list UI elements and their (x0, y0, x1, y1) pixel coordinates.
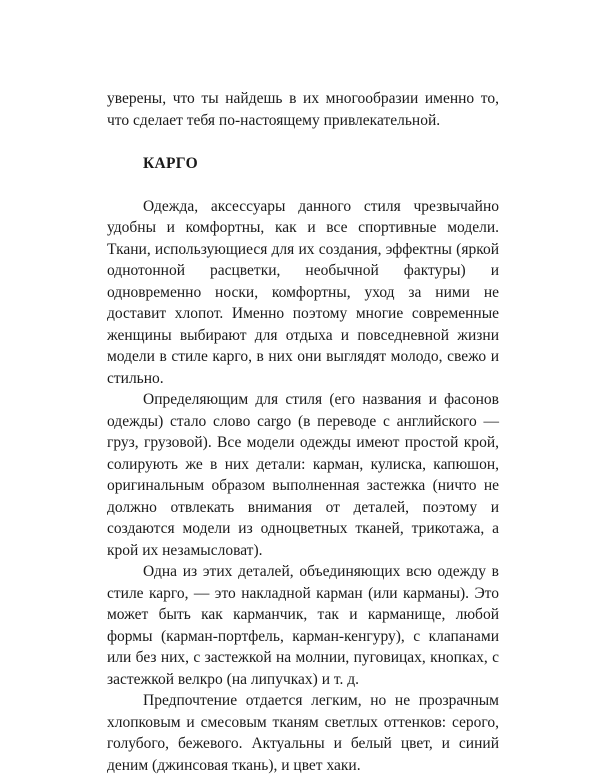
text-line: стильно. (107, 368, 499, 390)
text-line: оригинальным образом выполненная застежка (ничто не (107, 475, 499, 497)
paragraph-4 (107, 690, 499, 776)
intro-paragraph (107, 88, 499, 131)
text-line: или без них, с застежкой на молнии, пуговицах, кнопках, с (107, 647, 499, 669)
text-line: женщины выбирают для отдыха и повседневной жизни (107, 325, 499, 347)
text-line: застежкой велкро (на липучках) и т. д. (107, 669, 499, 691)
text-line: модели в стиле карго, в них они выглядят молодо, свежо и (107, 346, 499, 368)
text-line: стиле карго, — это накладной карман (или карманы). Это (107, 583, 499, 605)
text-line: Определяющим для стиля (его названия и фасонов (107, 389, 499, 411)
text-line: Предпочтение отдается легким, но не прозрачным (107, 690, 499, 712)
text-line: Ткани, использующиеся для их создания, эффектны (яркой (107, 239, 499, 261)
text-line: солирують же в них детали: карман, кулиска, капюшон, (107, 454, 499, 476)
paragraph-3 (107, 561, 499, 690)
paragraph-1 (107, 196, 499, 390)
text-line: формы (карман-портфель, карман-кенгуру), с клапанами (107, 626, 499, 648)
text-line: одежды) стало слово cargo (в переводе с английского — (107, 411, 499, 433)
text-line: одновременно носки, комфортны, уход за ними не (107, 282, 499, 304)
text-line: может быть как карманчик, так и карманище, любой (107, 604, 499, 626)
text-line: деним (джинсовая ткань), и цвет хаки. (107, 755, 499, 776)
paragraph-2 (107, 389, 499, 561)
text-line: Одежда, аксессуары данного стиля чрезвычайно (107, 196, 499, 218)
text-line: удобны и комфортны, как и все спортивные модели. (107, 217, 499, 239)
text-line: что сделает тебя по-настоящему привлекательной. (107, 110, 499, 132)
text-line: однотонной расцветки, необычной фактуры) и (107, 260, 499, 282)
text-line: голубого, бежевого. Актуальны и белый цвет, и синий (107, 733, 499, 755)
section-heading: КАРГО (107, 153, 499, 175)
document-page (107, 88, 499, 776)
text-line: груз, грузовой). Все модели одежды имеют простой крой, (107, 432, 499, 454)
text-line: крой их незамысловат). (107, 540, 499, 562)
text-line: уверены, что ты найдешь в их многообразии именно то, (107, 88, 499, 110)
text-line: Одна из этих деталей, объединяющих всю одежду в (107, 561, 499, 583)
text-line: хлопковым и смесовым тканям светлых оттенков: серого, (107, 712, 499, 734)
text-line: создаются модели из одноцветных тканей, трикотажа, а (107, 518, 499, 540)
text-line: доставит хлопот. Именно поэтому многие современные (107, 303, 499, 325)
text-line: должно отвлекать внимания от деталей, поэтому и (107, 497, 499, 519)
